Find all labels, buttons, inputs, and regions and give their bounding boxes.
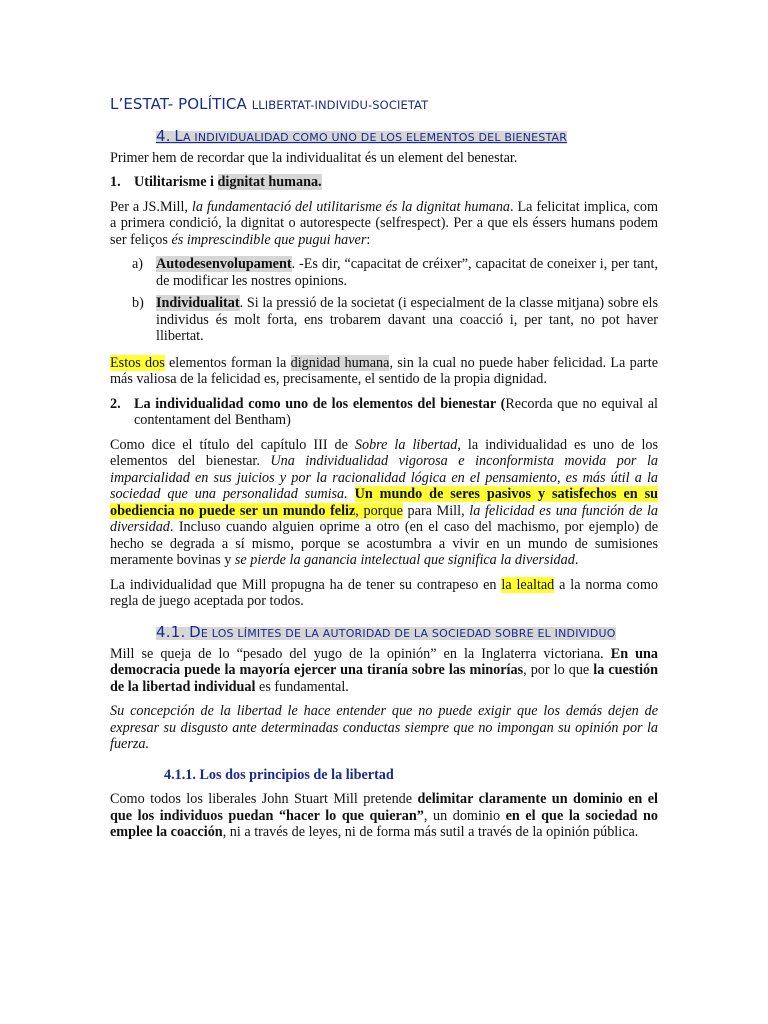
list-item-1-number: 1. [110,174,121,190]
section-4-1-number: 4.1. [156,622,186,641]
list-item-b-text: . Si la pressió de la societat (i especialment de la classe mitjana) sobre els individus és molt forta, ens trobarem davant una coacció i, per tant, no pot haver llibertat. [156,295,658,344]
title-main: L’ESTAT- POLÍTICA [110,95,247,113]
estos-dignidad: dignidad humana [290,354,390,371]
concepcion-text: Su concepción de la libertad le hace entender que no puede exigir que los demás dejen de expresar su disgusto ante determinadas conductas siempre que no impongan su opinión por la fuerza. [110,703,658,752]
list-item-b-marker: b) [132,295,144,311]
section-4-1-heading [156,624,658,642]
todos-text-b: delimitar claramente un dominio en el que los individuos puedan “hacer lo que quieran” [110,791,658,824]
mill-text-a: Per a JS.Mill, [110,198,192,215]
list-item-2-text: Recorda que no equival al contentament del Bentham) [134,395,658,428]
list-item-b-bold: Individualitat [156,295,240,311]
document-page [110,96,658,849]
section-4-cap: L [174,126,183,145]
lealtad-text-c: a la norma como regla de juego aceptada por todos. [110,576,658,609]
mill-text-b: la fundamentació del utilitarisme és la dignitat humana [191,198,511,215]
estos-highlight: Estos dos [110,354,165,371]
section-4-text: A INDIVIDUALIDAD COMO UNO DE LOS ELEMENTOS DEL BIENESTAR [182,130,568,144]
list-item-a-marker: a) [132,256,144,272]
mill-paragraph [110,199,658,249]
como-text-b: Sobre la libertad [354,436,458,453]
queja-text-d: la cuestión de la libertad individual [110,662,659,695]
list-item-1 [110,174,658,191]
como-highlight-bold: Un mundo de seres pasivos y satisfechos en su obediencia no puede ser un mundo feliz [110,486,659,519]
como-text-e [348,486,355,502]
section-4-1-1-heading: 4.1.1. Los dos principios de la libertad [164,766,394,783]
como-text-i: la felicidad es una función de la diversidad [110,502,659,535]
lealtad-paragraph [110,577,658,610]
list-item-a [132,256,658,289]
lealtad-text-a: La individualidad que Mill propugna ha de tener su contrapeso en [110,576,502,593]
document-title [110,96,658,114]
mill-text-c: . La felicitat implica, com a primera condició, la dignitat o autorespecte (selfrespect). Per a que els éssers humans podem ser feliços [110,198,659,248]
todos-text-e: , ni a través de leyes, ni de forma más sutil a través de la opinión pública. [222,824,639,840]
section-4-1-cap: D [189,622,201,641]
estos-text-d: , sin la cual no puede haber felicidad. La parte más valiosa de la felicidad es, precisamente, el sentido de la propia dignidad. [110,354,658,387]
section-4-heading [156,128,658,146]
concepcion-paragraph [110,703,658,753]
estos-text-b: elementos forman la [164,354,291,371]
estos-paragraph [110,355,658,388]
list-item-1-text: Utilitarisme i [134,174,218,190]
como-text-k: se pierde la ganancia intelectual que significa la diversidad [234,552,575,568]
title-sub: LLIBERTAT-INDIVIDU-SOCIETAT [251,98,429,112]
list-item-2-bold: La individualidad como uno de los elementos del bienestar ( [134,395,506,412]
list-item-b [132,295,658,345]
queja-text-a: Mill se queja de lo “pesado del yugo de la opinión” en la Inglaterra victoriana. [110,645,611,662]
intro-paragraph: Primer hem de recordar que la individualitat és un element del benestar. [110,149,518,166]
list-item-1-highlight: dignitat humana. [217,174,322,190]
mill-text-e: : [366,231,371,248]
section-4-1-text: E LOS LÍMITES DE LA AUTORIDAD DE LA SOCIEDAD SOBRE EL INDIVIDUO [200,626,616,640]
como-text-d: Una individualidad vigorosa e inconformista movida por la imparcialidad en sus juicios y por la racionalidad lógica en el pensamiento, es más útil a la sociedad que una personalidad sumisa. [110,453,658,502]
como-text-c: , la individualidad es uno de los elementos del bienestar. [110,436,658,469]
como-text-j: . Incluso cuando alguien oprime a otro (en el caso del machismo, por ejemplo) de hecho se degrada a sí mismo, porque se acostumbra a vivir en un mundo de sumisiones meramente bovinas y [110,519,658,568]
como-paragraph [110,437,658,569]
mill-text-d: és imprescindible que pugui haver [171,231,367,248]
como-text-l: . [574,552,579,568]
list-item-a-bold: Autodesenvolupament [156,256,292,272]
section-4-number: 4. [156,126,171,145]
list-item-2-number: 2. [110,395,121,412]
list-item-2 [110,396,658,429]
todos-text-c: , un dominio [423,807,506,824]
como-highlight-porque: , porque [355,502,403,519]
como-text-a: Como dice el título del capítulo III de [110,436,355,453]
lealtad-highlight: la lealtad [501,576,555,593]
todos-text-a: Como todos los liberales John Stuart Mill pretende [110,791,418,807]
list-item-a-text: . -Es dir, “capacitat de créixer”, capacitat de coneixer i, per tant, de modificar les nostres opinions. [156,256,658,289]
queja-text-c: , por lo que [523,662,594,678]
todos-text-d: en el que la sociedad no emplee la coacción [110,807,658,840]
todos-paragraph [110,791,658,841]
queja-text-e: es fundamental. [255,678,349,695]
queja-paragraph [110,646,658,696]
como-text-h: para Mill, [402,502,470,519]
queja-text-b: En una democracia puede la mayoría ejercer una tiranía sobre las minorías [110,645,659,678]
